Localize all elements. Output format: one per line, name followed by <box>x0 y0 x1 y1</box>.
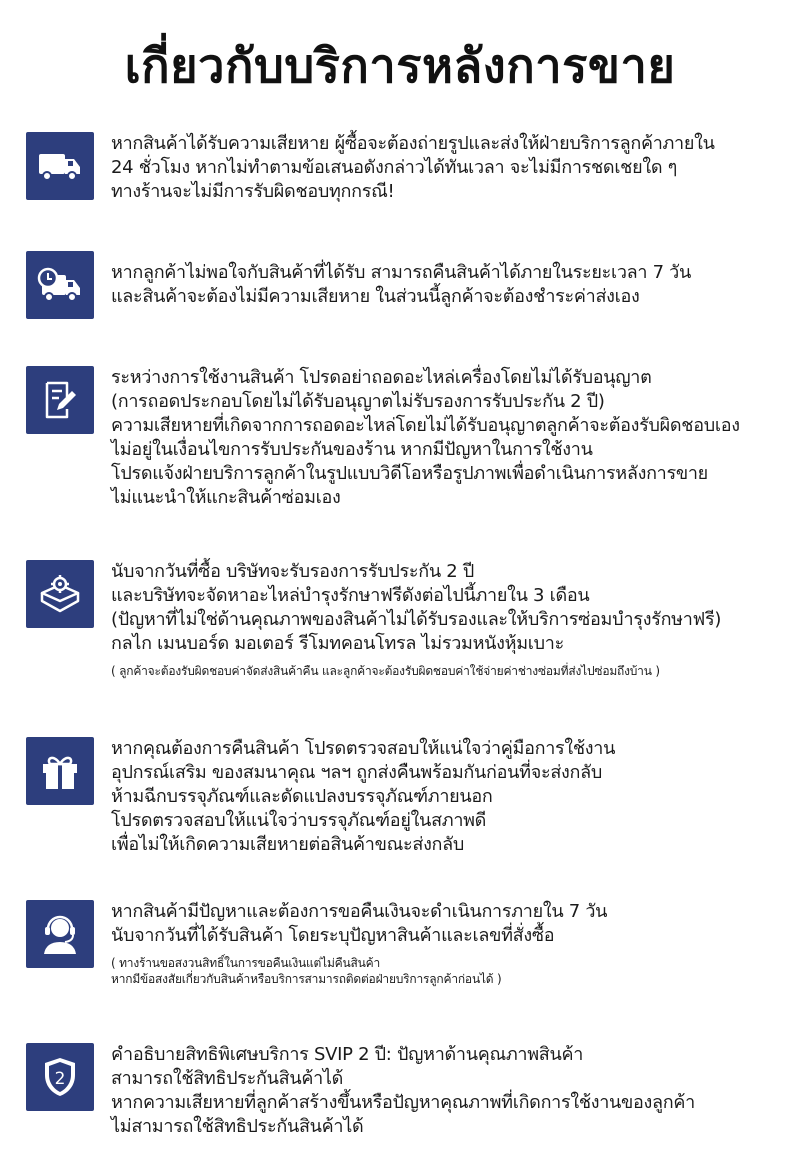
text-line: หากสินค้าได้รับความเสียหาย ผู้ซื้อจะต้องถ่ายรูปและส่งให้ฝ่ายบริการลูกค้าภายใน <box>111 133 715 154</box>
note-line: ( ลูกค้าจะต้องรับผิดชอบค่าจัดส่งสินค้าคืน และลูกค้าจะต้องรับผิดชอบค่าใช้จ่ายค่าช่างซ่อมที่ส่งไปซ่อมถึงบ้าน ) <box>111 664 660 678</box>
text-line: โปรดแจ้งฝ่ายบริการลูกค้าในรูปแบบวิดีโอหรือรูปภาพเพื่อดำเนินการหลังการขาย <box>111 463 708 484</box>
text-line: ระหว่างการใช้งานสินค้า โปรดอย่าถอดอะไหล่เครื่องโดยไม่ได้รับอนุญาต <box>111 367 652 388</box>
note-line: หากมีข้อสงสัยเกี่ยวกับสินค้าหรือบริการสามารถติดต่อฝ่ายบริการลูกค้าก่อนได้ ) <box>111 972 502 986</box>
text-line: ทางร้านจะไม่มีการรับผิดชอบทุกกรณี! <box>111 181 395 202</box>
gift-icon <box>26 737 94 805</box>
text-line: และสินค้าจะต้องไม่มีความเสียหาย ในส่วนนี้ลูกค้าจะต้องชำระค่าส่งเอง <box>111 286 640 307</box>
text-line: คำอธิบายสิทธิพิเศษบริการ SVIP 2 ปี: ปัญหาด้านคุณภาพสินค้า <box>111 1044 584 1065</box>
badge-number: 2 <box>54 1069 66 1089</box>
section-text <box>111 1043 796 1139</box>
section-text <box>111 560 796 679</box>
delivery-truck-icon <box>26 132 94 200</box>
text-line: และบริษัทจะจัดหาอะไหล่บำรุงรักษาฟรีดังต่อไปนี้ภายใน 3 เดือน <box>111 585 590 606</box>
section-text <box>111 900 796 987</box>
text-line: ความเสียหายที่เกิดจากการถอดอะไหล่โดยไม่ได้รับอนุญาตลูกค้าจะต้องรับผิดชอบเอง <box>111 415 740 436</box>
text-line: ไม่อยู่ในเงื่อนไขการรับประกันของร้าน หากมีปัญหาในการใช้งาน <box>111 439 593 460</box>
text-line: โปรดตรวจสอบให้แน่ใจว่าบรรจุภัณฑ์อยู่ในสภาพดี <box>111 810 487 831</box>
text-line: สามารถใช้สิทธิประกันสินค้าได้ <box>111 1068 344 1089</box>
text-line: หากลูกค้าไม่พอใจกับสินค้าที่ได้รับ สามารถคืนสินค้าได้ภายในระยะเวลา 7 วัน <box>111 262 691 283</box>
customer-service-icon <box>26 900 94 968</box>
text-line: ไม่สามารถใช้สิทธิประกันสินค้าได้ <box>111 1116 364 1137</box>
section-text <box>111 132 796 204</box>
text-line: (ปัญหาที่ไม่ใช่ด้านคุณภาพของสินค้าไม่ได้รับรองและให้บริการซ่อมบำรุงรักษาฟรี) <box>111 609 722 630</box>
document-edit-icon <box>26 366 94 434</box>
section-text <box>111 261 796 309</box>
section-text <box>111 737 796 857</box>
text-line: ไม่แนะนำให้แกะสินค้าซ่อมเอง <box>111 487 341 508</box>
text-line: หากสินค้ามีปัญหาและต้องการขอคืนเงินจะดำเนินการภายใน 7 วัน <box>111 901 608 922</box>
text-line: นับจากวันที่ซื้อ บริษัทจะรับรองการรับประกัน 2 ปี <box>111 561 474 582</box>
text-line: 24 ชั่วโมง หากไม่ทำตามข้อเสนอดังกล่าวได้ทันเวลา จะไม่มีการชดเชยใด ๆ <box>111 157 678 178</box>
repair-box-icon <box>26 560 94 628</box>
note-line: ( ทางร้านขอสงวนสิทธิ์ในการขอคืนเงินแต่ไม่คืนสินค้า <box>111 956 380 970</box>
text-line: หากคุณต้องการคืนสินค้า โปรดตรวจสอบให้แน่ใจว่าคู่มือการใช้งาน <box>111 738 616 759</box>
section-text <box>111 366 796 510</box>
shield-badge-icon <box>26 1043 94 1111</box>
text-line: หากความเสียหายที่ลูกค้าสร้างขึ้นหรือปัญหาคุณภาพที่เกิดการใช้งานของลูกค้า <box>111 1092 695 1113</box>
text-line: กลไก เมนบอร์ด มอเตอร์ รีโมทคอนโทรล ไม่รวมหนังหุ้มเบาะ <box>111 633 564 654</box>
truck-clock-icon <box>26 251 94 319</box>
text-line: เพื่อไม่ให้เกิดความเสียหายต่อสินค้าขณะส่งกลับ <box>111 834 465 855</box>
text-line: นับจากวันที่ได้รับสินค้า โดยระบุปัญหาสินค้าและเลขที่สั่งซื้อ <box>111 925 555 946</box>
text-line: (การถอดประกอบโดยไม่ได้รับอนุญาตไม่รับรองการรับประกัน 2 ปี) <box>111 391 605 412</box>
text-line: ห้ามฉีกบรรจุภัณฑ์และดัดแปลงบรรจุภัณฑ์ภายนอก <box>111 786 493 807</box>
page-title: เกี่ยวกับบริการหลังการขาย <box>124 39 676 94</box>
text-line: อุปกรณ์เสริม ของสมนาคุณ ฯลฯ ถูกส่งคืนพร้อมกันก่อนที่จะส่งกลับ <box>111 762 602 783</box>
